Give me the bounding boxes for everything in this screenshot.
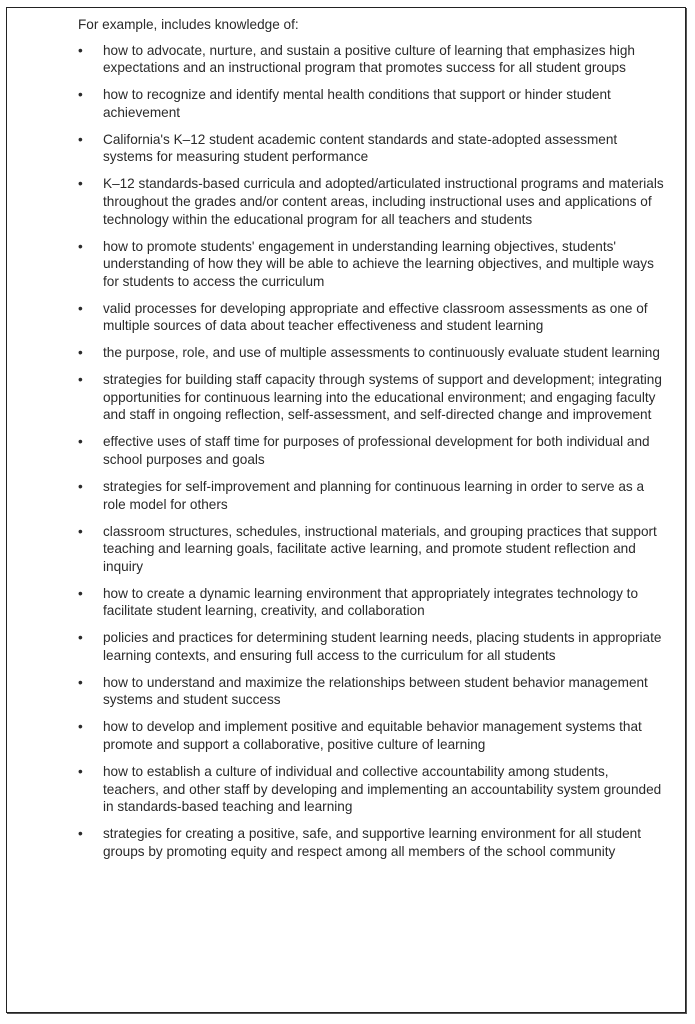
bullet-icon: • xyxy=(78,434,83,450)
bullet-icon: • xyxy=(78,42,83,58)
list-item xyxy=(78,674,668,709)
list-item xyxy=(78,344,668,362)
list-item-text: policies and practices for determining student learning needs, placing students in appropriate learning contexts, and ensuring full access to the curriculum for all students xyxy=(103,630,662,663)
bullet-icon: • xyxy=(78,238,83,254)
list-item xyxy=(78,433,668,468)
list-item xyxy=(78,131,668,166)
list-item-text: the purpose, role, and use of multiple assessments to continuously evaluate student learning xyxy=(103,345,660,361)
list-item xyxy=(78,478,668,513)
list-item-text: strategies for self-improvement and planning for continuous learning in order to serve as a role model for others xyxy=(103,478,645,512)
list-item xyxy=(78,42,668,77)
list-item-text: how to recognize and identify mental health conditions that support or hinder student achievement xyxy=(103,87,611,120)
list-item-text: how to advocate, nurture, and sustain a positive culture of learning that emphasizes high expectations and an instructional program that promotes success for all student groups xyxy=(103,42,635,76)
list-item xyxy=(78,825,668,860)
bullet-icon: • xyxy=(78,826,83,842)
document-body xyxy=(78,16,668,870)
list-item-text: how to understand and maximize the relationships between student behavior management systems and student success xyxy=(103,674,648,708)
list-item xyxy=(78,585,668,620)
list-item xyxy=(78,300,668,335)
list-item xyxy=(78,371,668,424)
list-item-text: strategies for creating a positive, safe, and supportive learning environment for all student groups by promoting equity and respect among all members of the school community xyxy=(103,826,642,859)
list-item-text: classroom structures, schedules, instructional materials, and grouping practices that support teaching and learning goals, facilitate active learning, and promote student reflection and inquiry xyxy=(103,523,657,574)
list-item xyxy=(78,718,668,753)
list-item-text: effective uses of staff time for purposes of professional development for both individual and school purposes and goals xyxy=(103,434,650,467)
list-item xyxy=(78,86,668,121)
intro-text: For example, includes knowledge of: xyxy=(78,17,299,32)
list-item xyxy=(78,238,668,291)
bullet-icon: • xyxy=(78,87,83,103)
bullet-icon: • xyxy=(78,523,83,539)
list-item-text: valid processes for developing appropriate and effective classroom assessments as one of multiple sources of data about teacher effectiveness and student learning xyxy=(103,300,648,334)
bullet-icon: • xyxy=(78,719,83,735)
bullet-icon: • xyxy=(78,176,83,192)
bullet-icon: • xyxy=(78,630,83,646)
bullet-icon: • xyxy=(78,372,83,388)
list-item-text: K–12 standards-based curricula and adopted/articulated instructional programs and materials throughout the grades and/or content areas, including instructional uses and applications of technology within the educational program for all teachers and students xyxy=(103,176,664,227)
list-item xyxy=(78,175,668,228)
bullet-icon: • xyxy=(78,131,83,147)
list-item xyxy=(78,629,668,664)
bullet-icon: • xyxy=(78,478,83,494)
list-item-text: how to develop and implement positive and equitable behavior management systems that promote and support a collaborative, positive culture of learning xyxy=(103,719,642,753)
list-item-text: how to create a dynamic learning environment that appropriately integrates technology to facilitate student learning, creativity, and collaboration xyxy=(103,585,639,619)
bullet-icon: • xyxy=(78,345,83,361)
knowledge-list xyxy=(78,42,668,861)
bullet-icon: • xyxy=(78,585,83,601)
bullet-icon: • xyxy=(78,300,83,316)
list-item-text: how to establish a culture of individual and collective accountability among students, teachers, and other staff by developing and implementing an accountability system grounded in standards-based teaching and learning xyxy=(103,764,662,815)
list-item-text: California's K–12 student academic content standards and state-adopted assessment systems for measuring student performance xyxy=(103,131,618,165)
list-item xyxy=(78,763,668,816)
bullet-icon: • xyxy=(78,674,83,690)
bullet-icon: • xyxy=(78,764,83,780)
list-item-text: strategies for building staff capacity through systems of support and development; integrating opportunities for continuous learning into the educational environment; and engaging faculty and staff in ongoing reflection, self-assessment, and self-directed change and improvement xyxy=(103,372,662,423)
list-item-text: how to promote students' engagement in understanding learning objectives, students' understanding of how they will be able to achieve the learning objectives, and multiple ways for students to access the curriculum xyxy=(103,238,654,289)
list-item xyxy=(78,523,668,576)
